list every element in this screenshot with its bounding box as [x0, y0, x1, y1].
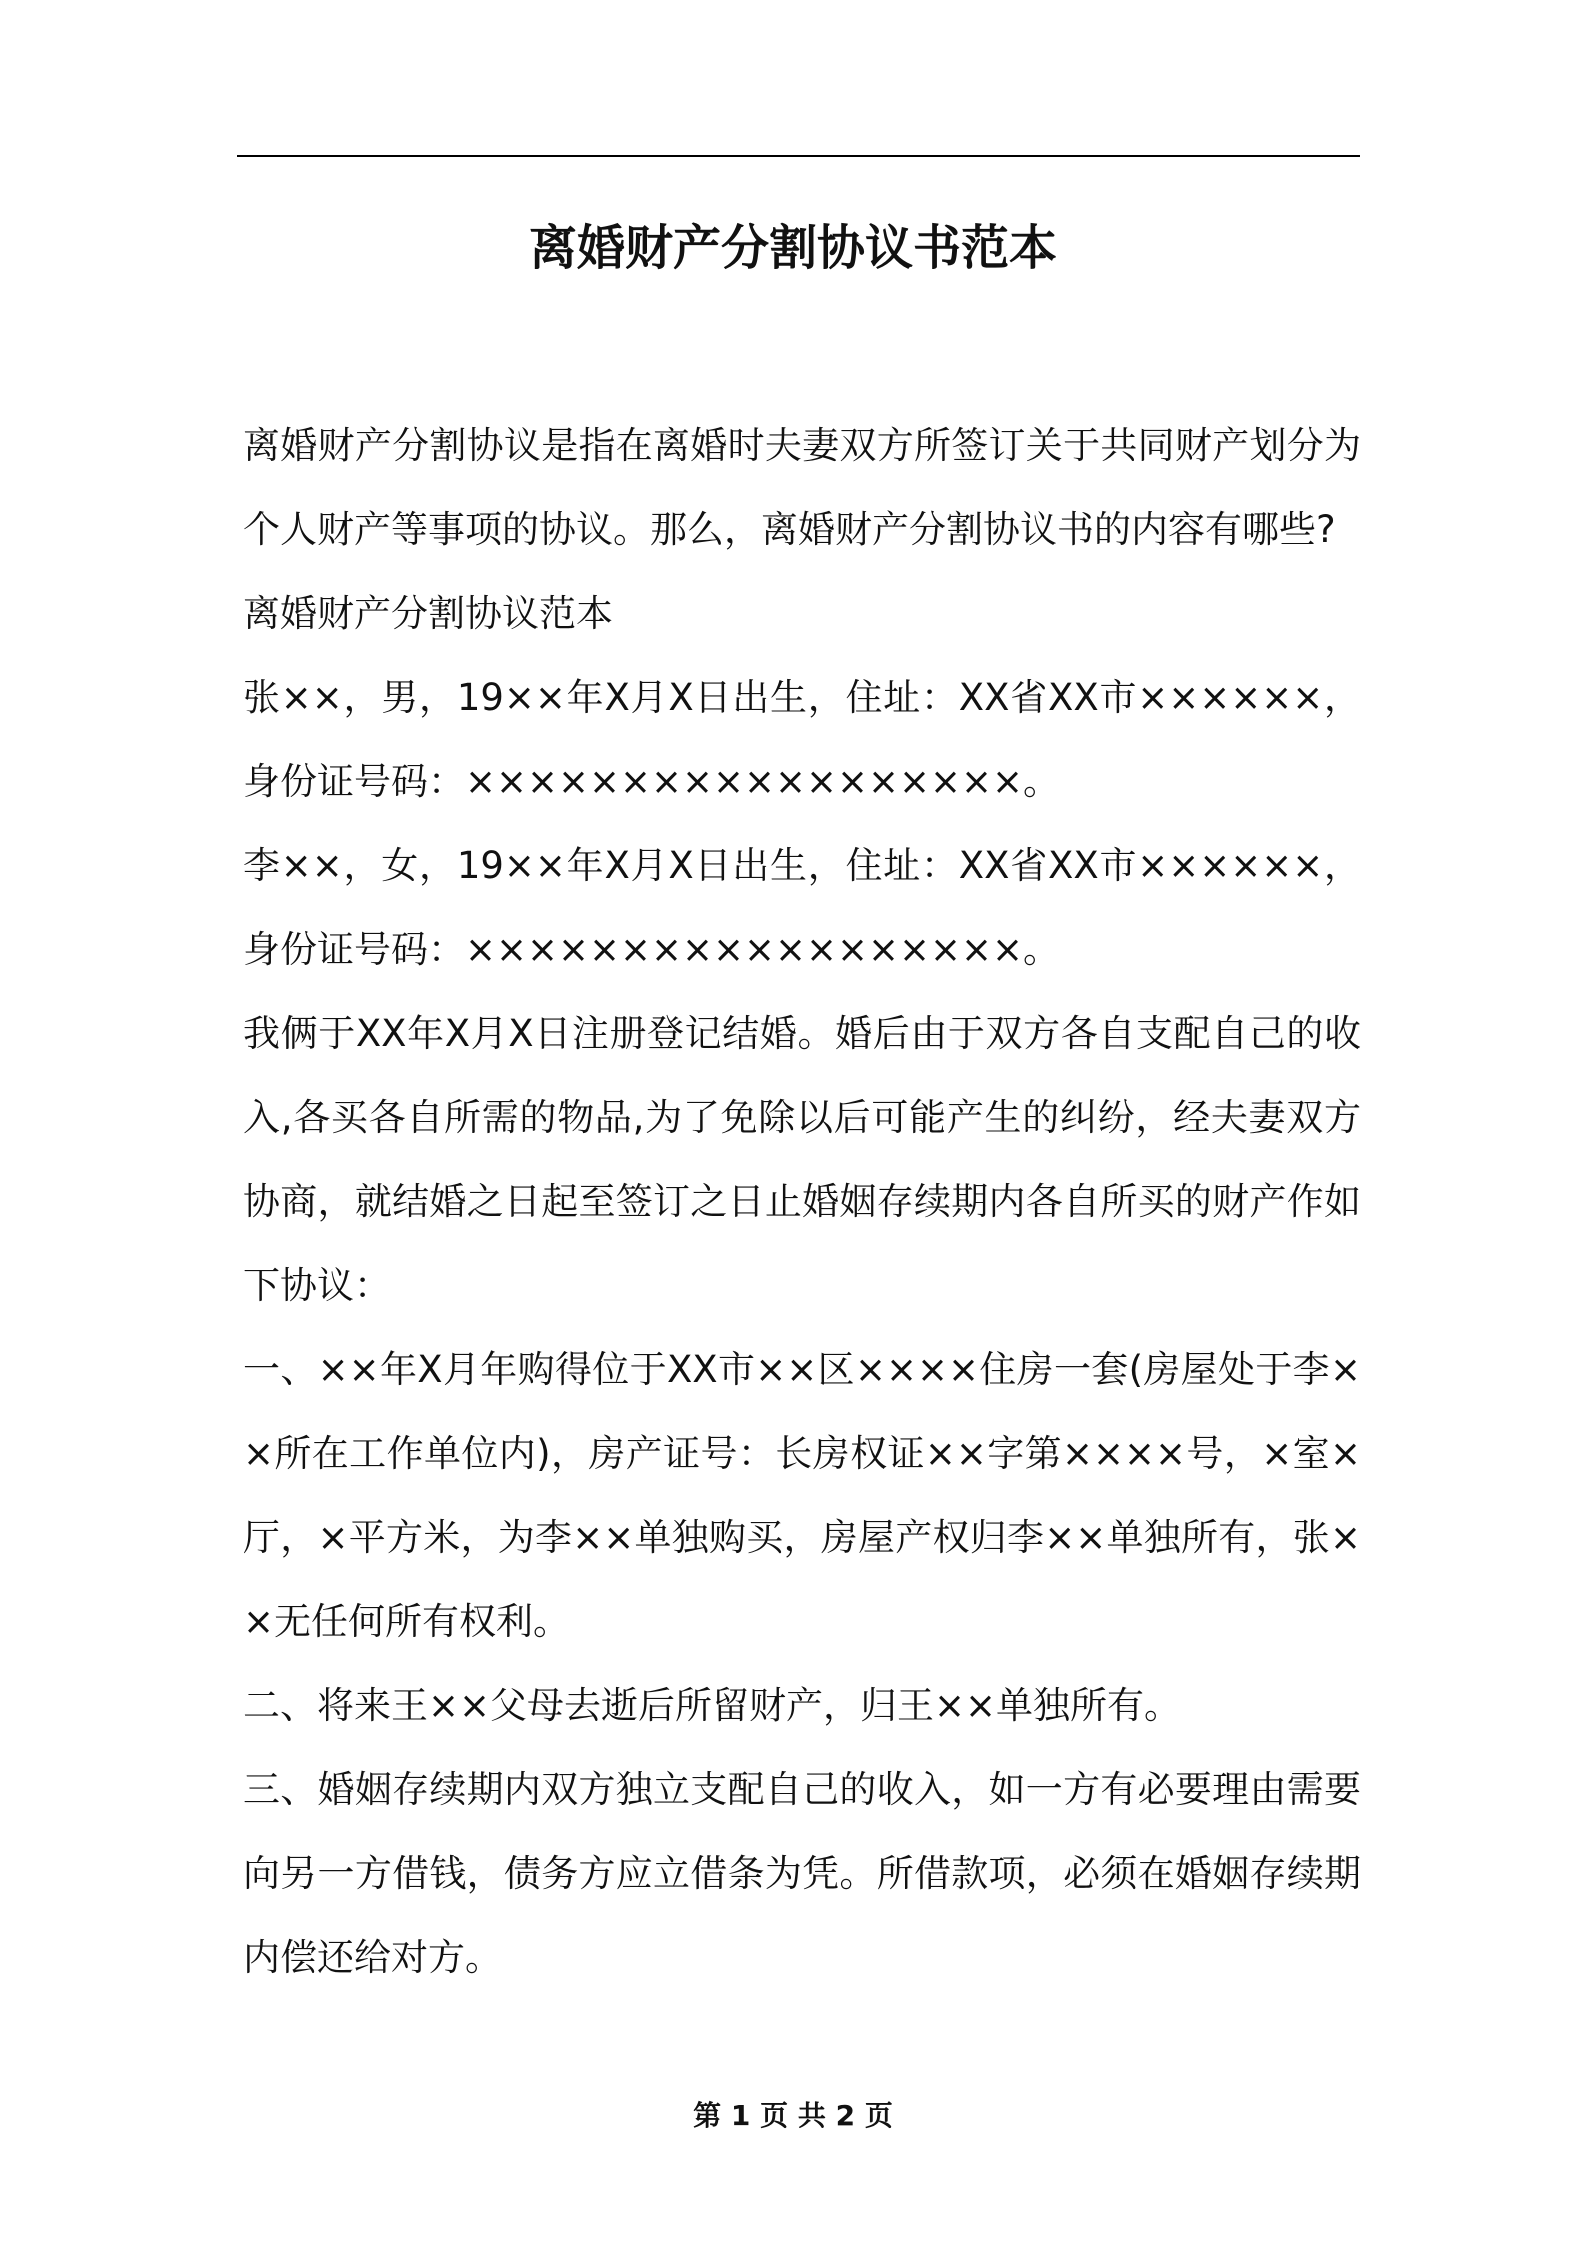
paragraph-clause-2: 二、将来王××父母去逝后所留财产，归王××单独所有。	[243, 1684, 1182, 1727]
page-footer: 第 1 页 共 2 页	[693, 2099, 893, 2132]
paragraph-marriage-statement: 我俩于XX年X月X日注册登记结婚。婚后由于双方各自支配自己的收入,各买各自所需的物品,为了免除以后可能产生的纠纷，经夫妻双方协商，就结婚之日起至签订之日止婚姻存续期内各自所买的财产作如下协议：	[243, 1012, 1361, 1307]
paragraph-intro: 离婚财产分割协议是指在离婚时夫妻双方所签订关于共同财产划分为个人财产等事项的协议。那么，离婚财产分割协议书的内容有哪些?	[243, 424, 1361, 551]
document-body	[243, 404, 1361, 2000]
document-title: 离婚财产分割协议书范本	[528, 220, 1057, 276]
paragraph-template-heading: 离婚财产分割协议范本	[243, 592, 613, 635]
paragraph-clause-1: 一、××年X月年购得位于XX市××区××××住房一套(房屋处于李××所在工作单位内)，房产证号：长房权证××字第××××号，×室×厅，×平方米，为李××单独购买，房屋产权归李××单独所有，张××无任何所有权利。	[243, 1348, 1361, 1643]
paragraph-clause-3: 三、婚姻存续期内双方独立支配自己的收入，如一方有必要理由需要向另一方借钱，债务方应立借条为凭。所借款项，必须在婚姻存续期内偿还给对方。	[243, 1768, 1361, 1979]
header-rule	[237, 155, 1360, 157]
paragraph-party-zhang: 张××，男，19××年X月X日出生，住址：XX省XX市××××××，身份证号码：××××××××××××××××××。	[243, 676, 1361, 803]
paragraph-party-li: 李××，女，19××年X月X日出生，住址：XX省XX市××××××，身份证号码：××××××××××××××××××。	[243, 844, 1361, 971]
